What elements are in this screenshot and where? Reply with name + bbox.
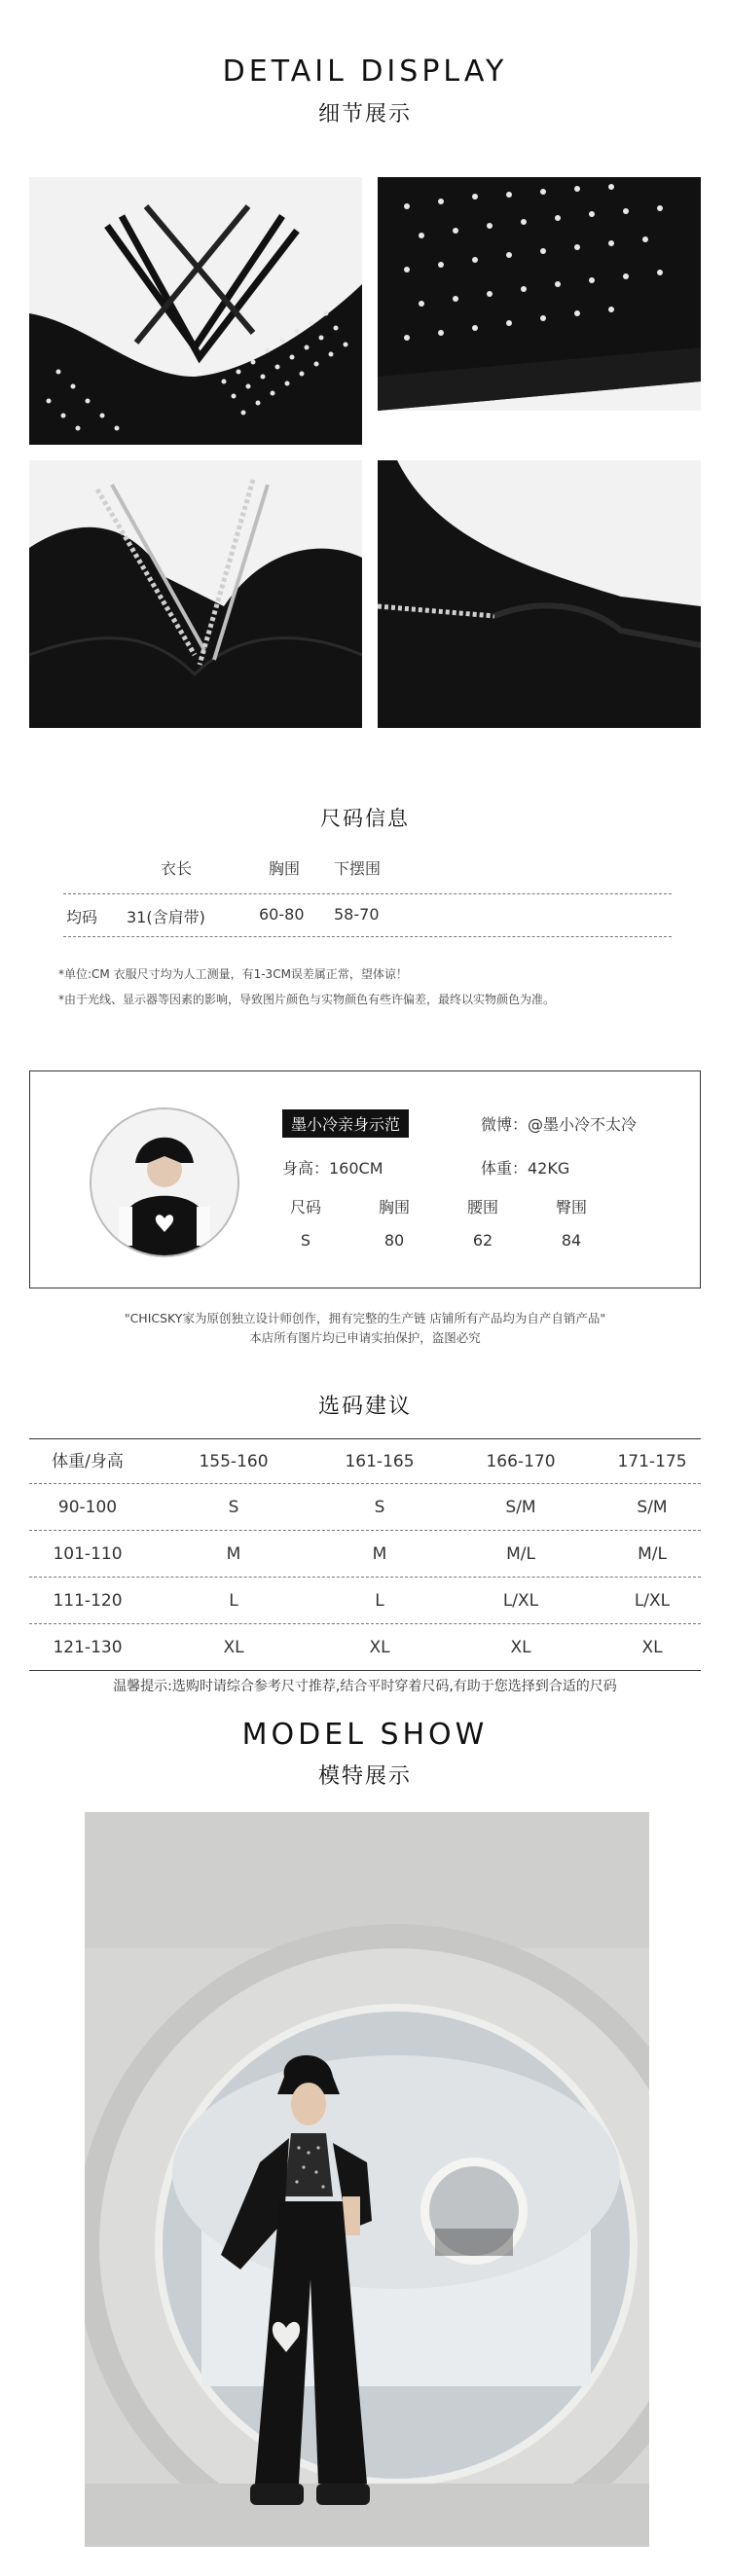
size-note-color: *由于光线、显示器等因素的影响，导致图片颜色与实物颜色有些许偏差，最终以实物颜色为准。 <box>58 993 556 1006</box>
size-tip: 温馨提示:选购时请综合参考尺寸推荐,结合平时穿着尺码,有助于您选择到合适的尺码 <box>113 1679 617 1694</box>
model-show-title-en: MODEL SHOW <box>241 1718 489 1752</box>
model-value-hip: 84 <box>561 1231 582 1250</box>
advice-line-3 <box>29 1577 701 1578</box>
advice-cell: XL <box>641 1638 663 1657</box>
advice-line-2 <box>29 1530 701 1531</box>
advice-cell: L <box>229 1591 238 1611</box>
advice-cell: 101-110 <box>53 1544 123 1564</box>
detail-photo-straps-back <box>29 460 362 728</box>
detail-title-en: DETAIL DISPLAY <box>222 54 508 89</box>
model-show-title-zh: 模特展示 <box>317 1764 412 1789</box>
model-avatar <box>90 1107 239 1257</box>
advice-row <box>29 1486 701 1529</box>
advice-line-4 <box>29 1623 701 1624</box>
advice-cell: L/XL <box>634 1591 671 1611</box>
size-divider-bottom <box>63 936 672 937</box>
model-header-hip: 臀围 <box>555 1198 587 1216</box>
advice-header-cell: 166-170 <box>486 1452 556 1471</box>
advice-header-cell: 161-165 <box>345 1452 415 1471</box>
size-value-length: 31(含肩带) <box>127 908 205 926</box>
advice-cell: L/XL <box>502 1591 539 1611</box>
size-header-bust: 胸围 <box>269 859 301 878</box>
size-advice-title: 选码建议 <box>317 1395 412 1419</box>
advice-cell: XL <box>510 1638 531 1657</box>
size-info-title: 尺码信息 <box>320 807 410 830</box>
model-header-size: 尺码 <box>289 1198 321 1216</box>
advice-header-cell: 155-160 <box>199 1452 269 1471</box>
size-row-label: 均码 <box>66 908 98 926</box>
size-value-bust: 60-80 <box>259 905 305 924</box>
brand-statement: "CHICSKY家为原创独立设计师创作，拥有完整的生产链 店铺所有产品均为自产自销产品" <box>124 1311 606 1325</box>
detail-title-zh: 细节展示 <box>317 102 412 127</box>
advice-cell: L <box>375 1591 384 1611</box>
size-note-unit: *单位:CM 衣服尺寸均为人工测量，有1-3CM误差属正常，望体谅！ <box>58 967 408 981</box>
advice-cell: M <box>372 1544 387 1564</box>
advice-header-cell: 体重/身高 <box>52 1452 124 1471</box>
advice-row <box>29 1533 701 1576</box>
model-weibo: 微博：@墨小冷不太冷 <box>481 1115 638 1134</box>
advice-cell: XL <box>369 1638 390 1657</box>
advice-line-1 <box>29 1483 701 1484</box>
size-header-length: 衣长 <box>161 859 193 878</box>
advice-cell: XL <box>223 1638 244 1657</box>
model-value-waist: 62 <box>472 1231 493 1250</box>
size-header-hem: 下摆围 <box>334 859 382 878</box>
size-value-hem: 58-70 <box>334 905 380 924</box>
advice-cell: M/L <box>638 1544 667 1564</box>
model-show-photo <box>85 1812 649 2547</box>
model-height: 身高：160CM <box>282 1159 383 1178</box>
detail-photo-side <box>378 460 701 728</box>
advice-row <box>29 1579 701 1622</box>
advice-cell: M <box>226 1544 241 1564</box>
advice-cell: 121-130 <box>53 1638 123 1657</box>
advice-cell: S <box>228 1498 239 1517</box>
model-weight: 体重：42KG <box>481 1159 570 1178</box>
advice-cell: S/M <box>637 1498 668 1517</box>
size-divider-top <box>63 893 672 894</box>
model-header-waist: 腰围 <box>466 1198 498 1216</box>
advice-cell: S <box>374 1498 385 1517</box>
model-badge: 墨小冷亲身示范 <box>282 1109 409 1138</box>
detail-photo-straps-front <box>29 177 362 445</box>
advice-cell: 90-100 <box>57 1498 118 1517</box>
detail-photo-rhinestone-hem <box>378 177 701 411</box>
advice-cell: 111-120 <box>53 1591 123 1611</box>
advice-header-row <box>29 1440 701 1483</box>
copyright-statement: 本店所有图片均已申请实拍保护，盗图必究 <box>249 1330 481 1345</box>
advice-cell: M/L <box>506 1544 535 1564</box>
advice-header-cell: 171-175 <box>617 1452 687 1471</box>
advice-cell: S/M <box>505 1498 536 1517</box>
model-header-bust: 胸围 <box>378 1198 410 1216</box>
model-value-bust: 80 <box>383 1231 405 1250</box>
advice-line-5 <box>29 1670 701 1671</box>
advice-line-0 <box>29 1438 701 1439</box>
advice-row <box>29 1626 701 1669</box>
model-value-size: S <box>300 1231 311 1250</box>
